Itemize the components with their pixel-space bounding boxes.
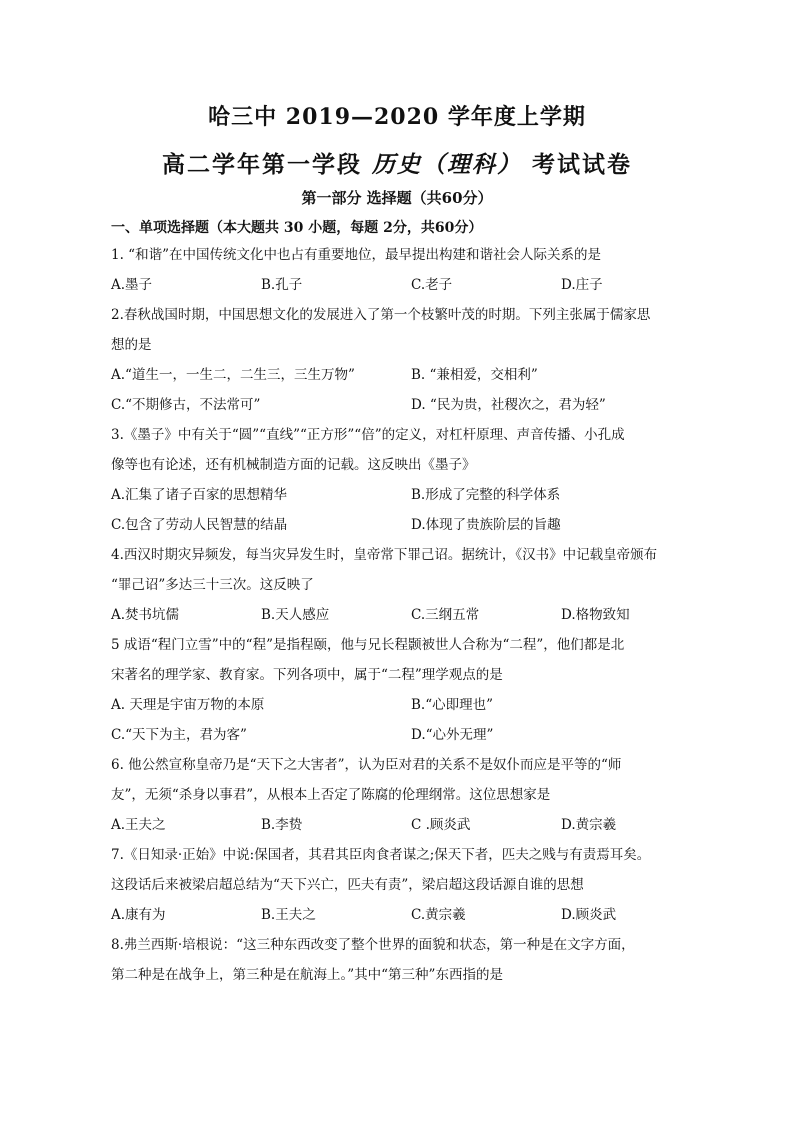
question-stem-line: 像等也有论述，还有机械制造方面的记载。这反映出《墨子》 xyxy=(111,457,476,473)
answer-option: D.“心外无理” xyxy=(411,727,494,743)
options-row xyxy=(111,720,691,750)
exam-title-line2 xyxy=(0,146,794,179)
question-2 xyxy=(111,300,691,420)
question-stem-line: 第二种是在战争上，第三种是在航海上。”其中“第三种”东西指的是 xyxy=(111,967,503,983)
question-7 xyxy=(111,840,691,930)
question-stem-line: 7.《日知录·正始》中说:保国者，其君其臣肉食者谋之;保天下者，匹夫之贱与有责焉耳矣。 xyxy=(111,847,651,863)
question-stem-line: 6. 他公然宣称皇帝乃是“天下之大害者”，认为臣对君的关系不是奴仆而应是平等的“师 xyxy=(111,757,622,773)
answer-option: D.格物致知 xyxy=(561,607,630,623)
answer-option: B.李贽 xyxy=(261,817,303,833)
answer-option: D. “民为贵，社稷次之，君为轻” xyxy=(411,397,606,413)
options-row xyxy=(111,600,691,630)
exam-title-line1: 哈三中 2019—2020 学年度上学期 xyxy=(208,104,586,130)
answer-option: B.形成了完整的科学体系 xyxy=(411,487,561,503)
question-stem-line: “罪己诏”多达三十三次。这反映了 xyxy=(111,577,314,593)
question-1 xyxy=(111,240,691,300)
answer-option: C .顾炎武 xyxy=(411,817,471,833)
question-list xyxy=(111,240,691,990)
question-5 xyxy=(111,630,691,750)
answer-option: A.王夫之 xyxy=(111,817,166,833)
question-stem-line: 4.西汉时期灾异频发，每当灾异发生时，皇帝常下罪己诏。据统计，《汉书》中记载皇帝颁布 xyxy=(111,547,658,563)
answer-option: D.庄子 xyxy=(561,277,603,293)
answer-option: B. “兼相爱，交相利” xyxy=(411,367,538,383)
answer-option: D.黄宗羲 xyxy=(561,817,617,833)
answer-option: D.顾炎武 xyxy=(561,907,617,923)
title-subject: 历史（理科） xyxy=(372,151,522,178)
options-row xyxy=(111,510,691,540)
answer-option: B.王夫之 xyxy=(261,907,316,923)
options-row xyxy=(111,480,691,510)
options-row xyxy=(111,690,691,720)
answer-option: A.康有为 xyxy=(111,907,166,923)
question-3 xyxy=(111,420,691,540)
question-stem-line: 宋著名的理学家、教育家。下列各项中，属于“二程”理学观点的是 xyxy=(111,667,503,683)
answer-option: A. 天理是宇宙万物的本原 xyxy=(111,697,265,713)
question-8 xyxy=(111,930,691,990)
answer-option: C.三纲五常 xyxy=(411,607,480,623)
answer-option: C.包含了劳动人民智慧的结晶 xyxy=(111,517,288,533)
options-row xyxy=(111,270,691,300)
options-row xyxy=(111,810,691,840)
options-row xyxy=(111,360,691,390)
question-stem-line: 想的是 xyxy=(111,337,152,353)
options-row xyxy=(111,900,691,930)
answer-option: B.天人感应 xyxy=(261,607,330,623)
part-title: 第一部分 选择题（共60分） xyxy=(301,189,493,207)
answer-option: A.汇集了诸子百家的思想精华 xyxy=(111,487,288,503)
question-stem-line: 2.春秋战国时期，中国思想文化的发展进入了第一个枝繁叶茂的时期。下列主张属于儒家思 xyxy=(111,307,651,323)
question-4 xyxy=(111,540,691,630)
question-stem-line: 8.弗兰西斯·培根说：“这三种东西改变了整个世界的面貌和状态，第一种是在文字方面， xyxy=(111,937,635,953)
answer-option: C.老子 xyxy=(411,277,453,293)
question-stem-line: 5 成语“程门立雪”中的“程”是指程颐，他与兄长程颢被世人合称为“二程”，他们都是北 xyxy=(111,637,625,653)
options-row xyxy=(111,390,691,420)
answer-option: C.“天下为主，君为客” xyxy=(111,727,247,743)
answer-option: B.“心即理也” xyxy=(411,697,494,713)
question-stem-line: 1. “和谐”在中国传统文化中也占有重要地位，最早提出构建和谐社会人际关系的是 xyxy=(111,247,601,263)
title-exam: 考试试卷 xyxy=(532,151,633,178)
question-stem-line: 3.《墨子》中有关于“圆”“直线”“正方形”“倍”的定义，对杠杆原理、声音传播、小孔成 xyxy=(111,427,625,443)
section-heading: 一、单项选择题（本大题共 30 小题，每题 2分，共60分） xyxy=(111,220,483,236)
answer-option: C.黄宗羲 xyxy=(411,907,466,923)
answer-option: A.焚书坑儒 xyxy=(111,607,180,623)
answer-option: B.孔子 xyxy=(261,277,303,293)
title-grade: 高二学年第一学段 xyxy=(161,151,362,178)
answer-option: D.体现了贵族阶层的旨趣 xyxy=(411,517,561,533)
question-6 xyxy=(111,750,691,840)
answer-option: A.墨子 xyxy=(111,277,153,293)
question-stem-line: 友”，无须“杀身以事君”，从根本上否定了陈腐的伦理纲常。这位思想家是 xyxy=(111,787,551,803)
answer-option: A.“道生一，一生二，二生三，三生万物” xyxy=(111,367,355,383)
answer-option: C.“不期修古，不法常可” xyxy=(111,397,261,413)
question-stem-line: 这段话后来被梁启超总结为“天下兴亡，匹夫有责”，梁启超这段话源自谁的思想 xyxy=(111,877,584,893)
